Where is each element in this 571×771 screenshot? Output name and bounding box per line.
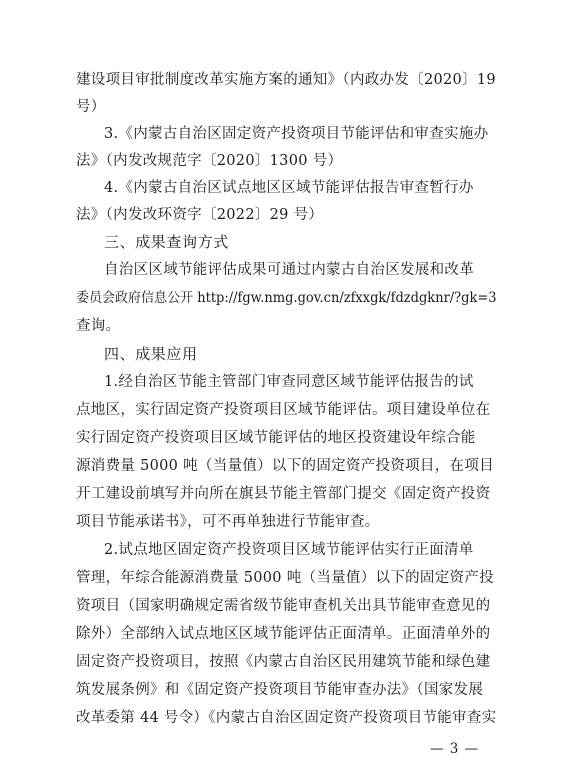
body-text-line: 管理，年综合能源消费量 5000 吨（当量值）以下的固定资产投 xyxy=(76,570,494,586)
body-text-line: 点地区，实行固定资产投资项目区域节能评估。项目建设单位在 xyxy=(76,402,491,418)
body-text-line: 号） xyxy=(76,99,106,115)
page-number: — 3 — xyxy=(430,741,480,757)
section-heading: 三、成果查询方式 xyxy=(104,233,229,251)
body-text-line: 资项目（国家明确规定需省级节能审查机关出具节能审查意见的 xyxy=(76,598,491,614)
body-text-line: 2.试点地区固定资产投资项目区域节能评估实行正面清单 xyxy=(104,542,474,558)
section-heading: 四、成果应用 xyxy=(104,345,198,363)
body-text-line: 开工建设前填写并向所在旗县节能主管部门提交《固定资产投资 xyxy=(76,486,491,502)
body-text-line: 除外）全部纳入试点地区区域节能评估正面清单。正面清单外的 xyxy=(76,626,491,642)
body-text-line: 建设项目审批制度改革实施方案的通知》（内政办发〔2020〕19 xyxy=(76,72,496,88)
body-text-line: 查询。 xyxy=(76,318,121,334)
body-text-line-url: 委员会政府信息公开 http://fgw.nmg.gov.cn/zfxxgk/fdzdgknr/?gk=3 xyxy=(76,290,497,306)
body-text-line: 筑发展条例》和《固定资产投资项目节能审查办法》（国家发展 xyxy=(76,682,484,698)
body-text-line: 4.《内蒙古自治区试点地区区域节能评估报告审查暂行办 xyxy=(104,180,474,196)
body-text-line: 固定资产投资项目，按照《内蒙古自治区民用建筑节能和绿色建 xyxy=(76,654,491,670)
body-text-line: 法》（内发改环资字〔2022〕29 号） xyxy=(76,207,324,223)
body-text-line: 自治区区域节能评估成果可通过内蒙古自治区发展和改革 xyxy=(104,262,474,278)
body-text-line: 实行固定资产投资项目区域节能评估的地区投资建设年综合能 xyxy=(76,430,476,446)
body-text-line: 3.《内蒙古自治区固定资产投资项目节能评估和审查实施办 xyxy=(104,126,489,142)
body-text-line: 源消费量 5000 吨（当量值）以下的固定资产投资项目，在项目 xyxy=(76,458,494,474)
body-text-line: 法》（内发改规范字〔2020〕1300 号） xyxy=(76,153,343,169)
body-text-line: 1.经自治区节能主管部门审查同意区域节能评估报告的试 xyxy=(104,374,474,390)
body-text-line: 改革委第 44 号令）《内蒙古自治区固定资产投资项目节能审查实 xyxy=(76,710,497,726)
body-text-line: 项目节能承诺书》，可不再单独进行节能审查。 xyxy=(76,514,380,530)
